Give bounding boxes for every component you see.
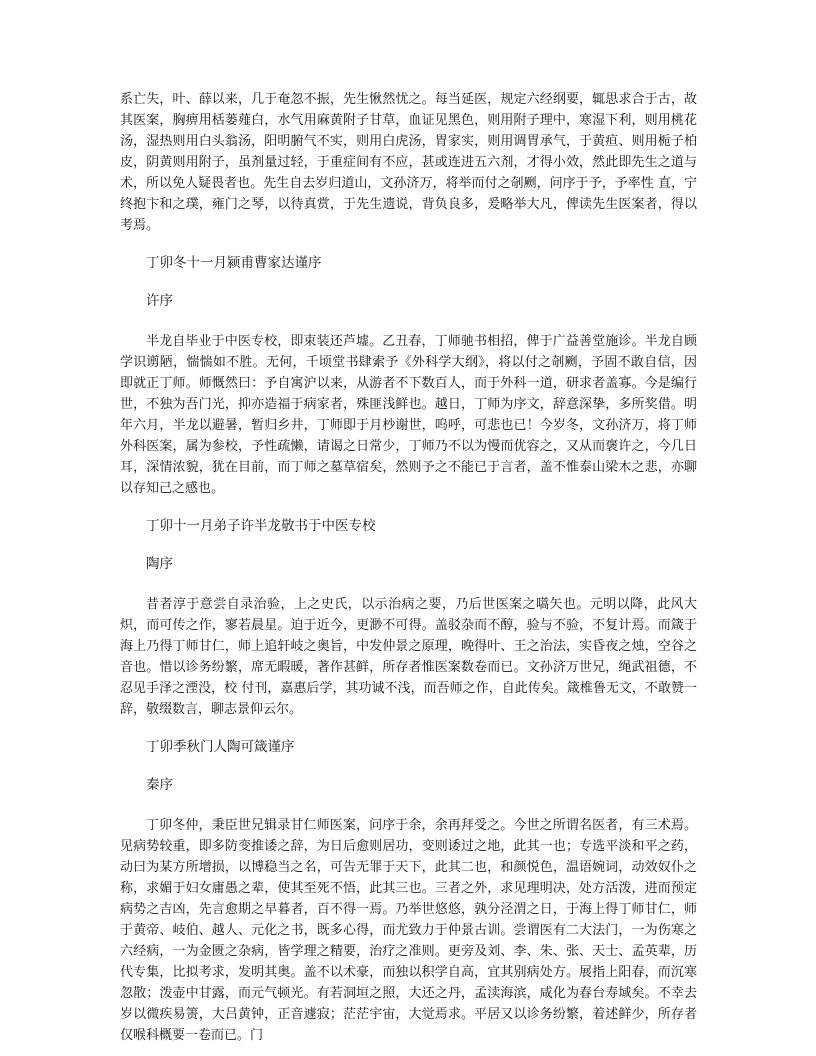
section-heading-xu: 许序	[146, 293, 173, 309]
preface-body-qin: 丁卯冬仲，秉臣世兄辑录甘仁师医案，问序于余，余再拜受之。今世之所谓名医者，有三术焉。见病势较重，即多防变推诿之辞，为日后愈则居功，变则诿过之地，此其一也；专选平淡和平之药，动曰为某方所增损，以博稳当之名，可告无罪于天下，此其二也，和颜悦色，温语婉词，动效奴仆之称，求媚于妇女庸愚之辈，使其至死不悟，此其三也。三者之外，求见理明决，处方活泼，进而预定病势之吉凶，先言愈期之早暮者，百不得一焉。乃举世悠悠，孰分泾渭之日，于海上得丁师甘仁，师于黄帝、岐伯、越人、元化之书，既多心得，而尤致力于仲景古训。尝谓医有二大法门，一为伤寒之六经病，一为金匮之杂病，皆学理之精要，治疗之准则。更旁及刘、李、朱、张、天士、孟英辈，历代专集，比拟考求，发明其奥。盖不以术豪，而独以积学自高，宜其别病处方。展指上阳春，而沉寒忽散；泼壶中甘露，而元气顿光。有若洞垣之照，大还之丹，孟渎海滨，咸化为春台寿域矣。不幸去岁以微疾易箦，大吕黄钟，正音遽寂；茫茫宇宙，大觉焉求。平居又以诊务纷繁，着述鲜少，所存者仅喉科概要一卷而已。门	[120, 818, 697, 1043]
preface-body-xu: 半龙自毕业于中医专校，即束装还芦墟。乙丑春，丁师驰书相招，俾于广益善堂施诊。半龙自顾学识谫陋，惴惴如不胜。无何，千顷堂书肆索予《外科学大纲》，将以付之剞劂，予固不敢自信，因即就正丁师。师慨然曰：予自寓沪以来，从游者不下数百人，而于外科一道，研求者盖寡。今是编行世，不独为吾门光，抑亦造福于病家者，殊匪浅鲜也。越日，丁师为序文，辞意深挚，多所奖借。明年六月，半龙以避暑，暂归乡井，丁师即于月杪谢世，呜呼，可悲也已！今岁冬，文孙济万，将丁师外科医案，属为参校，予性疏懒，请谒之日常少，丁师乃不以为慢而优容之，又从而褒许之，今几日耳，深情浓貌，犹在目前，而丁师之墓草宿矣，然则予之不能已于言者，盖不惟泰山梁木之悲，亦聊以存知己之感也。	[120, 334, 697, 496]
signature-xu: 丁卯十一月弟子许半龙敬书于中医专校	[146, 518, 376, 534]
signature-cao: 丁卯冬十一月颍甫曹家达谨序	[146, 255, 322, 271]
signature-tao: 丁卯季秋门人陶可箴谨序	[146, 739, 295, 755]
section-heading-tao: 陶序	[146, 556, 173, 572]
preface-body-cao: 系亡失，叶、薛以来，几于奄忽不振，先生愀然忧之。每当延医，规定六经纲要，辄思求合于古，故其医案，胸痹用栝蒌薤白，水气用麻黄附子甘草，血证见黑色，则用附子理中，寒湿下利，则用桃花汤，湿热则用白头翁汤，阳明腑气不实，则用白虎汤，胃家实，则用调胃承气，于黄疸、则用栀子柏皮，阴黄则用附子，虽剂量过轻，于重症间有不应，甚或连进五六剂，才得小效，然此即先生之道与术，所以免人疑畏者也。先生自去岁归道山，文孙济万，将举而付之剞劂，问序于予，予率性 直，宁终抱卞和之璞，雍门之琴，以待真赏，于先生遗说，背负良多，爰略举大凡，俾读先生医案者，得以考焉。	[120, 92, 697, 233]
document-page	[120, 89, 697, 1046]
preface-body-tao: 昔者淳于意尝自录治验，上之史氏，以示治病之要，乃后世医案之嚆矢也。元明以降，此风大炽，而可传之作，寥若晨星。迫于近今，更渺不可得。盖驳杂而不醇，验与不验，不复计焉。而箴于海上乃得丁师甘仁，师上追轩岐之奥旨，中发仲景之原理，晚得叶、王之治法，实昏夜之烛，空谷之音也。惜以诊务纷繁，席无暇暖，著作甚鲜，所存者惟医案数卷而已。文孙济万世兄，绳武祖德，不忍见手泽之湮没，校 付刊，嘉惠后学，其功诚不浅，而吾师之作，自此传矣。箴椎鲁无文，不敢赞一辞，敬缀数言，聊志景仰云尔。	[120, 597, 697, 717]
section-heading-qin: 秦序	[146, 777, 173, 793]
